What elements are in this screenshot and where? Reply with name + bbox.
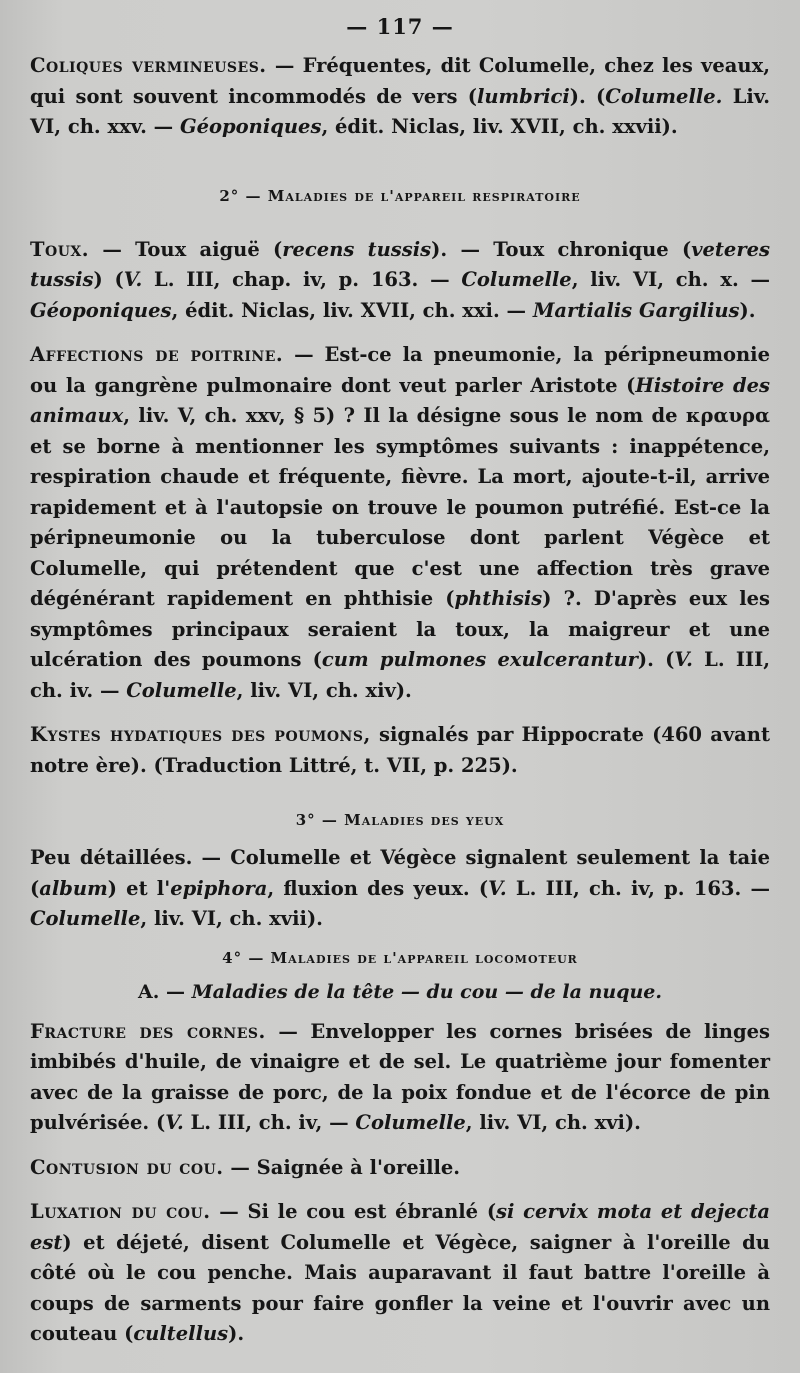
entry-fracture-des-cornes: Fracture des cornes. — Envelopper les cornes brisées de linges imbibés d'huile, de vinaigre et de sel. Le quatrième jour fomenter avec de la graisse de porc, de la poix fondue et de l'écorce de pin pulvérisée. (V. L. III, ch. iv, — Columelle, liv. VI, ch. xvi). bbox=[30, 1019, 770, 1134]
entry-term: Luxation du cou. bbox=[30, 1200, 211, 1223]
entry-affections-de-poitrine: Affections de poitrine. — Est-ce la pneumonie, la péripneumonie ou la gangrène pulmonaire dont veut parler Aristote (Histoire des animaux, liv. V, ch. xxv, § 5) ? Il la désigne sous le nom de κραυρα et se borne à mentionner les symptômes suivants : inappétence, respiration chaude et fréquente, fièvre. La mort, ajoute-t-il, arrive rapidement et à l'autopsie on trouve le poumon putréfié. Est-ce la péripneumonie ou la tuberculose dont parlent Végèce et Columelle, qui prétendent que c'est une affection très grave dégénérant rapidement en phthisie (phthisis) ?. D'après eux les symptômes principaux seraient la toux, la maigreur et une ulcération des poumons (cum pulmones exulcerantur). (V. L. III, ch. iv. — Columelle, liv. VI, ch. xiv). bbox=[30, 343, 770, 702]
page-number: — 117 — bbox=[346, 14, 454, 39]
entry-term: Kystes hydatiques des poumons, bbox=[30, 723, 371, 746]
greek-word: κραυρα bbox=[685, 404, 770, 427]
entry-term: Contusion du cou. bbox=[30, 1155, 224, 1179]
entry-term: Toux. bbox=[30, 237, 90, 261]
entry-contusion-du-cou: Contusion du cou. — Saignée à l'oreille. bbox=[30, 1155, 461, 1179]
section-heading-locomoteur: 4° — Maladies de l'appareil locomoteur bbox=[222, 948, 578, 967]
section-heading-respiratoire: 2° — Maladies de l'appareil respiratoire bbox=[219, 186, 581, 205]
entry-term: Fracture des cornes. bbox=[30, 1019, 266, 1043]
entry-toux: Toux. — Toux aiguë (recens tussis). — Toux chronique (veteres tussis) (V. L. III, chap. iv, p. 163. — Columelle, liv. VI, ch. x. — Géoponiques, édit. Niclas, liv. XVII, ch. xxi. — Martialis Gargilius). bbox=[30, 237, 770, 322]
entry-kystes-hydatiques: Kystes hydatiques des poumons, signalés par Hippocrate (460 avant notre ère). (Traduction Littré, t. VII, p. 225). bbox=[30, 723, 770, 777]
entry-maladies-des-yeux: Peu détaillées. — Columelle et Végèce signalent seulement la taie (album) et l'epiphora, fluxion des yeux. (V. L. III, ch. iv, p. 163. — Columelle, liv. VI, ch. xvii). bbox=[30, 846, 770, 930]
entry-coliques-vermineuses: Coliques vermineuses. — Fréquentes, dit Columelle, chez les veaux, qui sont souvent incommodés de vers (lumbrici). (Columelle. Liv. VI, ch. xxv. — Géoponiques, édit. Niclas, liv. XVII, ch. xxvii). bbox=[30, 54, 771, 138]
entry-term: Coliques vermineuses. bbox=[30, 54, 267, 77]
entry-term: Affections de poitrine. bbox=[30, 343, 284, 366]
entry-luxation-du-cou: Luxation du cou. — Si le cou est ébranlé (si cervix mota et dejecta est) et déjeté, disent Columelle et Végèce, saigner à l'oreille du côté où le cou penche. Mais auparavant il faut battre l'oreille à coups de sarments pour faire gonfler la veine et l'ouvrir avec un couteau (cultellus). bbox=[30, 1200, 770, 1345]
subsection-heading-tete-cou-nuque: A. — Maladies de la tête — du cou — de la nuque. bbox=[137, 980, 663, 1003]
section-heading-yeux: 3° — Maladies des yeux bbox=[295, 811, 505, 829]
